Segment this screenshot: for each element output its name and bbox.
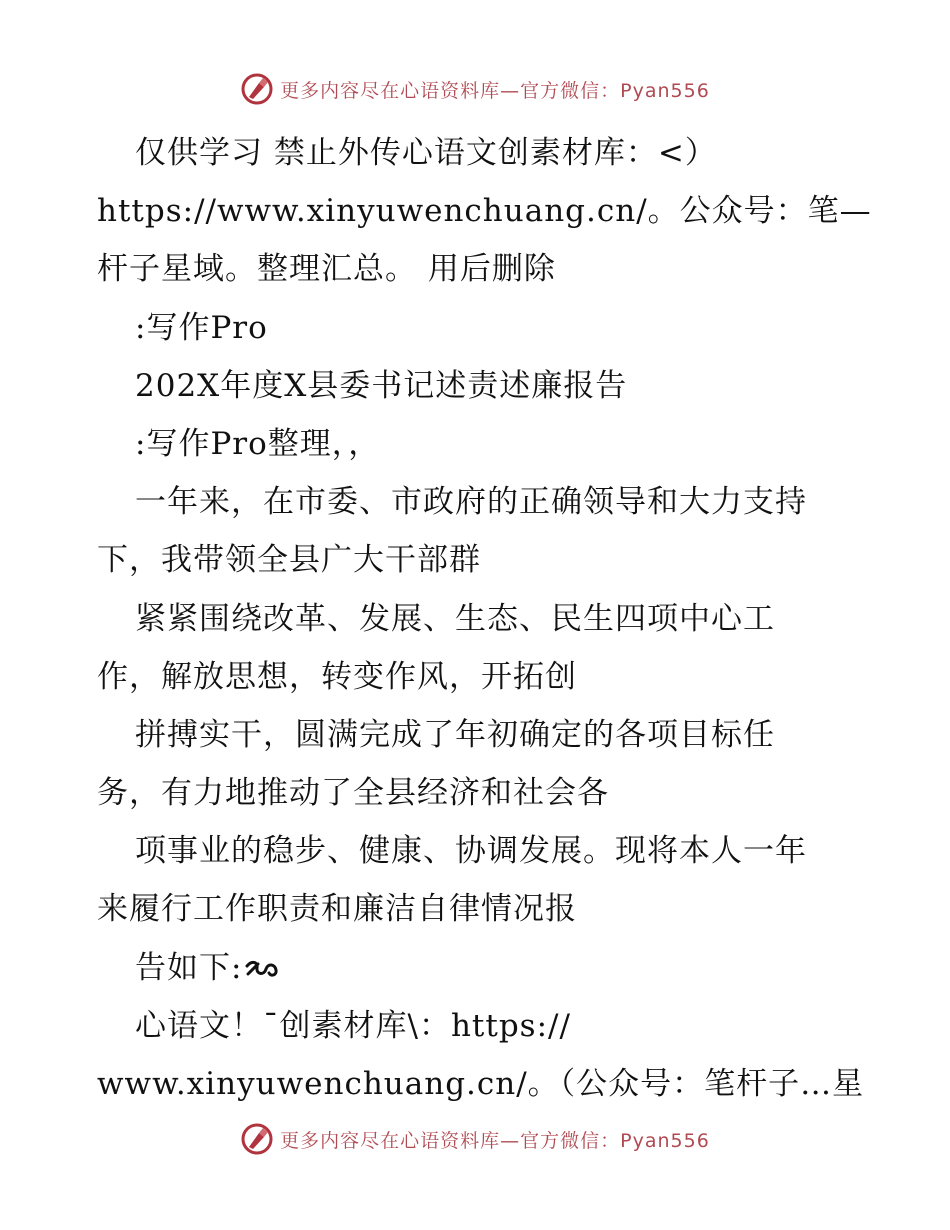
text-line: :写作Pro整理，， [135,425,381,462]
footer-watermark-text: 更多内容尽在心语资料库—官方微信：Pyan556 [280,1129,710,1152]
text-line: 来履行工作职责和廉洁自律情况报 [97,891,577,928]
text-line: 下，我带领全县广大干部群 [97,542,481,579]
text-line: 拼搏实干，圆满完成了年初确定的各项目标任 [135,716,775,753]
text-line: 紧紧围绕改革、发展、生态、民生四项中心工 [135,600,775,637]
pen-nib-logo-icon [240,1122,274,1156]
text-line: 仅供学习 禁止外传心语文创素材库：<） [135,135,717,171]
text-line: 杆子星域。整理汇总。 用后删除 [97,251,556,288]
text-line: 一年来，在市委、市政府的正确领导和大力支持 [135,484,807,521]
ornament-flourish-icon [244,958,280,980]
text-line: www.xinyuwenchuang.cn/。（公众号：笔杆子…星 [97,1066,865,1102]
text-line: 项事业的稳步、健康、协调发展。现将本人一年 [135,833,807,870]
footer-watermark-banner [0,1122,950,1156]
pen-nib-logo-icon [240,72,274,106]
text-line: 务，有力地推动了全县经济和社会各 [97,775,609,812]
document-title: 202X年度X县委书记述责述廉报告 [135,367,628,404]
text-line: 作，解放思想，转变作风，开拓创 [97,658,577,695]
text-line: :写作Pro [135,309,268,346]
text-line: 心语文！¯创素材库\：https:// [135,1007,571,1044]
text-line-content: 告如下: [135,949,243,986]
header-watermark-banner [0,72,950,106]
text-line-with-ornament [97,939,857,997]
header-watermark-text: 更多内容尽在心语资料库—官方微信：Pyan556 [280,79,710,102]
document-body [97,124,872,1113]
text-line: https://www.xinyuwenchuang.cn/。公众号：笔— [97,193,872,230]
